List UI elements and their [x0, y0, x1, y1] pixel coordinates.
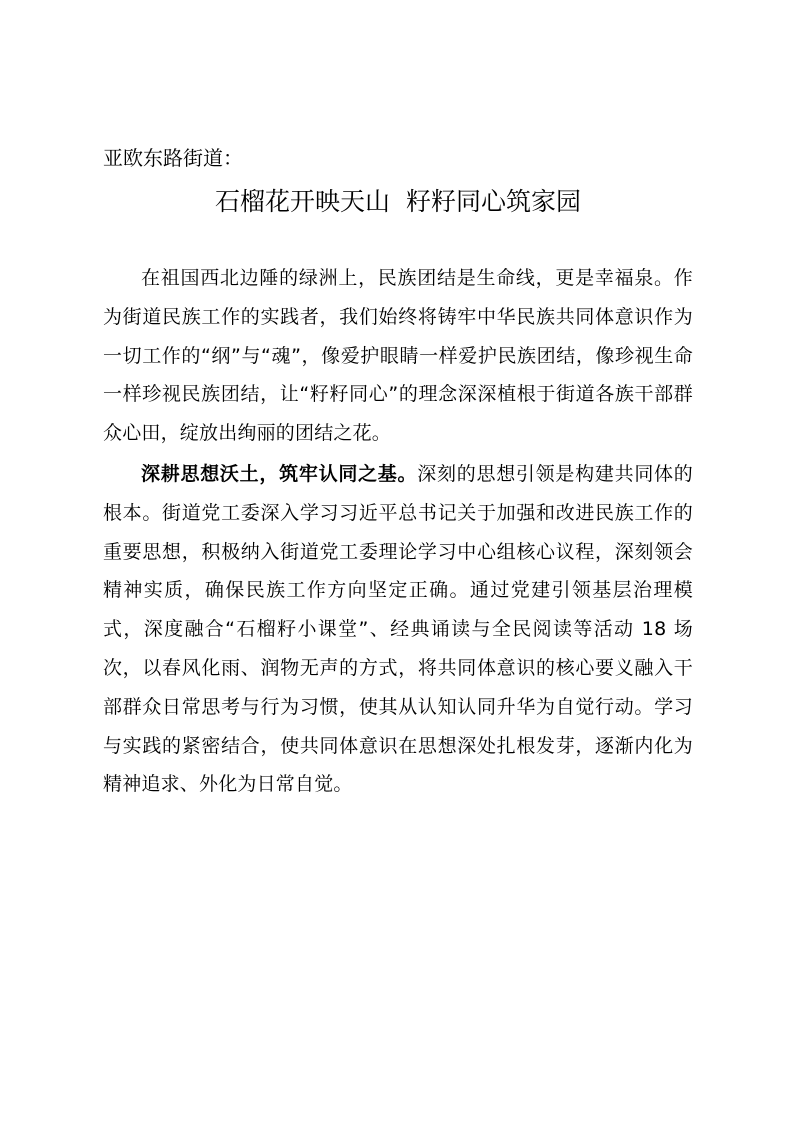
document-body — [103, 259, 693, 804]
page-title: 石榴花开映天山 籽籽同心筑家园 — [215, 187, 581, 216]
paragraph-1 — [103, 259, 693, 453]
paragraph-1-text: 在祖国西北边陲的绿洲上，民族团结是生命线，更是幸福泉。作为街道民族工作的实践者，我们始终将铸牢中华民族共同体意识作为一切工作的“纲”与“魂”，像爱护眼睛一样爱护民族团结，像珍视生命一样珍视民族团结，让“籽籽同心”的理念深深植根于街道各族干部群众心田，绽放出绚丽的团结之花。 — [103, 267, 693, 445]
document-content — [103, 143, 693, 806]
byline: 亚欧东路街道： — [103, 146, 243, 170]
paragraph-2-lead: 深耕思想沃土，筑牢认同之基。 — [141, 462, 418, 485]
paragraph-2-text: 深刻的思想引领是构建共同体的根本。街道党工委深入学习习近平总书记关于加强和改进民族工作的重要思想，积极纳入街道党工委理论学习中心组核心议程，深刻领会精神实质，确保民族工作方向坚定正确。通过党建引领基层治理模式，深度融合“石榴籽小课堂”、经典诵读与全民阅读等活动 18 场次，以春风化雨、润物无声的方式，将共同体意识的核心要义融入干部群众日常思考与行为习惯，使其从认知认同升华为自觉行动。学习与实践的紧密结合，使共同体意识在思想深处扎根发芽，逐渐内化为精神追求、外化为日常自觉。 — [103, 462, 693, 796]
paragraph-2 — [103, 455, 693, 804]
